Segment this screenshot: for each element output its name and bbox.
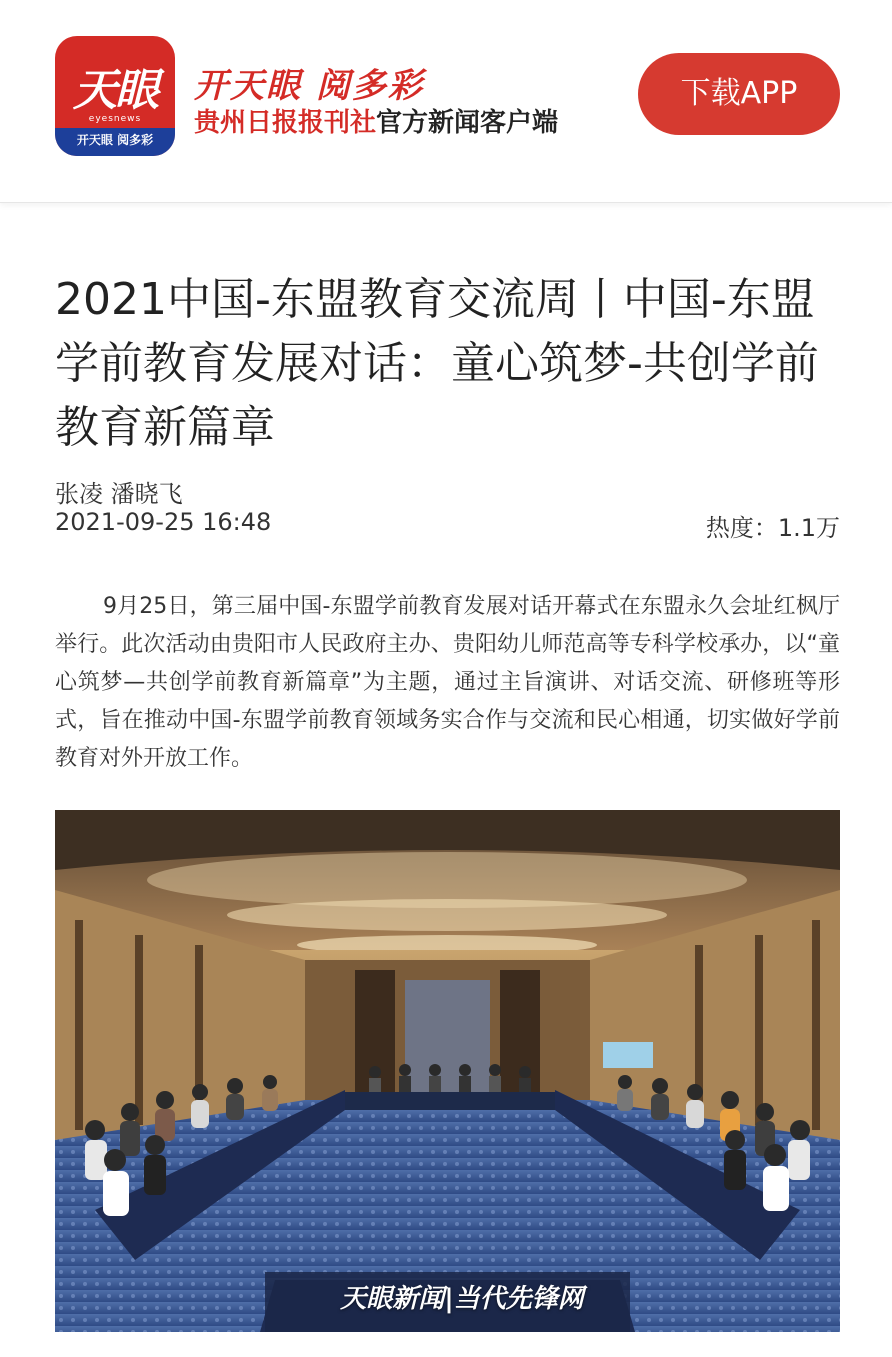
conference-room-illustration [55,810,840,1332]
logo-bar: 开天眼 阅多彩 [55,128,175,156]
tagline-description: 官方新闻客户端 [376,108,559,138]
article-paragraph: 9月25日，第三届中国-东盟学前教育发展对话开幕式在东盟永久会址红枫厅举行。此次活动由贵阳市人民政府主办、贵阳幼儿师范高等专科学校承办，以“童心筑梦—共创学前教育新篇章”为主题，通过主旨演讲、对话交流、研修班等形式，旨在推动中国-东盟学前教育领域务实合作与交流和民心相通，切实做好学前教育对外开放工作。 [55,594,840,771]
app-banner-header [0,0,892,203]
download-app-button[interactable]: 下载APP [638,53,840,135]
tagline-publisher: 贵州日报报刊社 [194,108,377,138]
app-slogan: 开天眼 阅多彩 [194,66,424,106]
article-datetime: 2021-09-25 16:48 [55,508,272,536]
app-logo[interactable] [55,36,175,156]
logo-wordmark: 天眼 [73,65,157,116]
photo-watermark: 天眼新闻|当代先锋网 [340,1284,584,1314]
article-title: 2021中国-东盟教育交流周丨中国-东盟学前教育发展对话：童心筑梦-共创学前教育新篇章 [55,274,819,453]
article-heat: 热度：1.1万 [705,514,840,542]
logo-subtext: eyesnews [88,114,142,124]
article-photo[interactable] [55,810,840,1332]
article-authors: 张凌 潘晓飞 [55,480,183,508]
app-tagline [194,102,558,139]
